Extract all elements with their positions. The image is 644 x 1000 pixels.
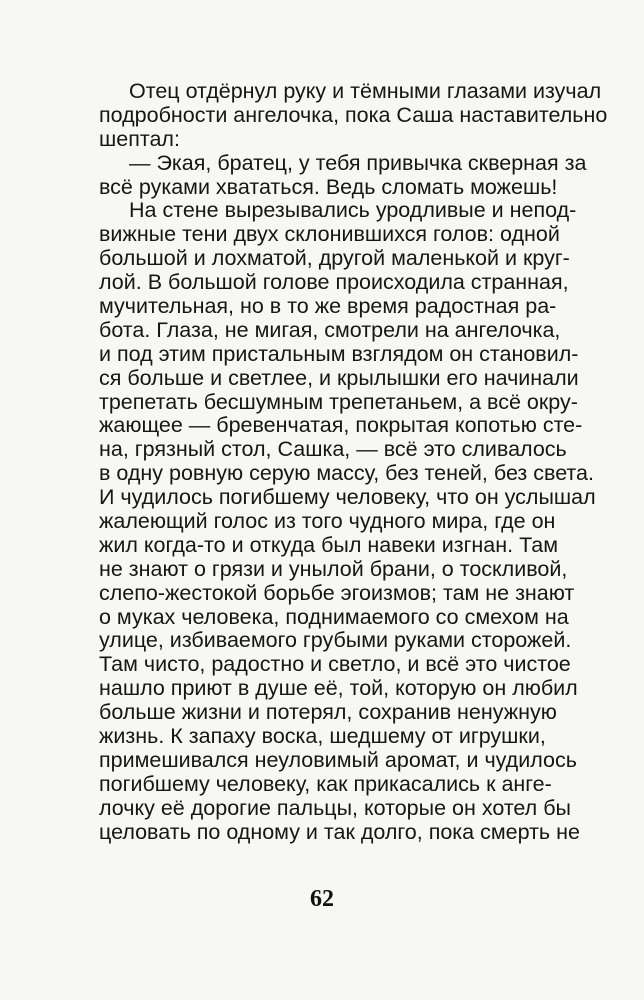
text-line: примешивался неуловимый аромат, и чудилось bbox=[99, 747, 577, 772]
text-line: жил когда-то и откуда был навеки изгнан. Там bbox=[99, 532, 558, 557]
page-number: 62 bbox=[310, 886, 334, 912]
text-line: мучительная, но в то же время радостная ра- bbox=[99, 294, 557, 319]
text-line: жающее — бревенчатая, покрытая копотью сте- bbox=[99, 413, 583, 438]
text-line: ся больше и светлее, и крылышки его начинали bbox=[99, 365, 579, 390]
text-line: бота. Глаза, не мигая, смотрели на ангелочка, bbox=[99, 317, 561, 342]
text-line: Отец отдёрнул руку и тёмными глазами изучал bbox=[129, 79, 602, 103]
text-line: всё руками хвататься. Ведь сломать можешь! bbox=[99, 174, 558, 199]
text-line: шептал: bbox=[99, 126, 180, 151]
text-line: лой. В большой голове происходила странная, bbox=[99, 270, 569, 295]
text-line: подробности ангелочка, пока Саша наставительно bbox=[99, 102, 608, 127]
text-line: на, грязный стол, Сашка, — всё это сливалось bbox=[99, 437, 567, 462]
text-line: о муках человека, поднимаемого со смехом на bbox=[99, 604, 569, 629]
text-line: и под этим пристальным взглядом он становил- bbox=[99, 341, 579, 366]
text-line: И чудилось погибшему человеку, что он услышал bbox=[99, 485, 596, 510]
text-line: в одну ровную серую массу, без теней, без света. bbox=[99, 461, 594, 486]
text-line: нашло приют в душе её, той, которую он любил bbox=[99, 676, 578, 701]
text-line: целовать по одному и так долго, пока смерть не bbox=[99, 819, 580, 844]
text-line: вижные тени двух склонившихся голов: одной bbox=[99, 222, 560, 247]
text-line: лочку её дорогие пальцы, которые он хотел бы bbox=[99, 795, 571, 820]
text-line: трепетать бесшумным трепетаньем, а всё окру- bbox=[99, 389, 578, 414]
text-line: больше жизни и потерял, сохранив ненужную bbox=[99, 700, 557, 725]
text-line: улице, избиваемого грубыми руками сторожей. bbox=[99, 628, 572, 653]
body-text bbox=[99, 79, 608, 845]
text-line: На стене вырезывались уродливые и непод- bbox=[129, 198, 577, 223]
text-line: Там чисто, радостно и светло, и всё это чистое bbox=[99, 652, 571, 677]
text-line: — Экая, братец, у тебя привычка скверная за bbox=[129, 150, 587, 175]
text-line: большой и лохматой, другой маленькой и круг- bbox=[99, 246, 570, 271]
text-line: погибшему человеку, как прикасались к анге- bbox=[99, 771, 552, 796]
text-line: слепо-жестокой борьбе эгоизмов; там не знают bbox=[99, 580, 575, 605]
text-line: не знают о грязи и унылой брани, о тоскливой, bbox=[99, 556, 568, 581]
text-line: жалеющий голос из того чудного мира, где он bbox=[99, 509, 556, 534]
text-line: жизнь. К запаху воска, шедшему от игрушки, bbox=[99, 724, 546, 749]
